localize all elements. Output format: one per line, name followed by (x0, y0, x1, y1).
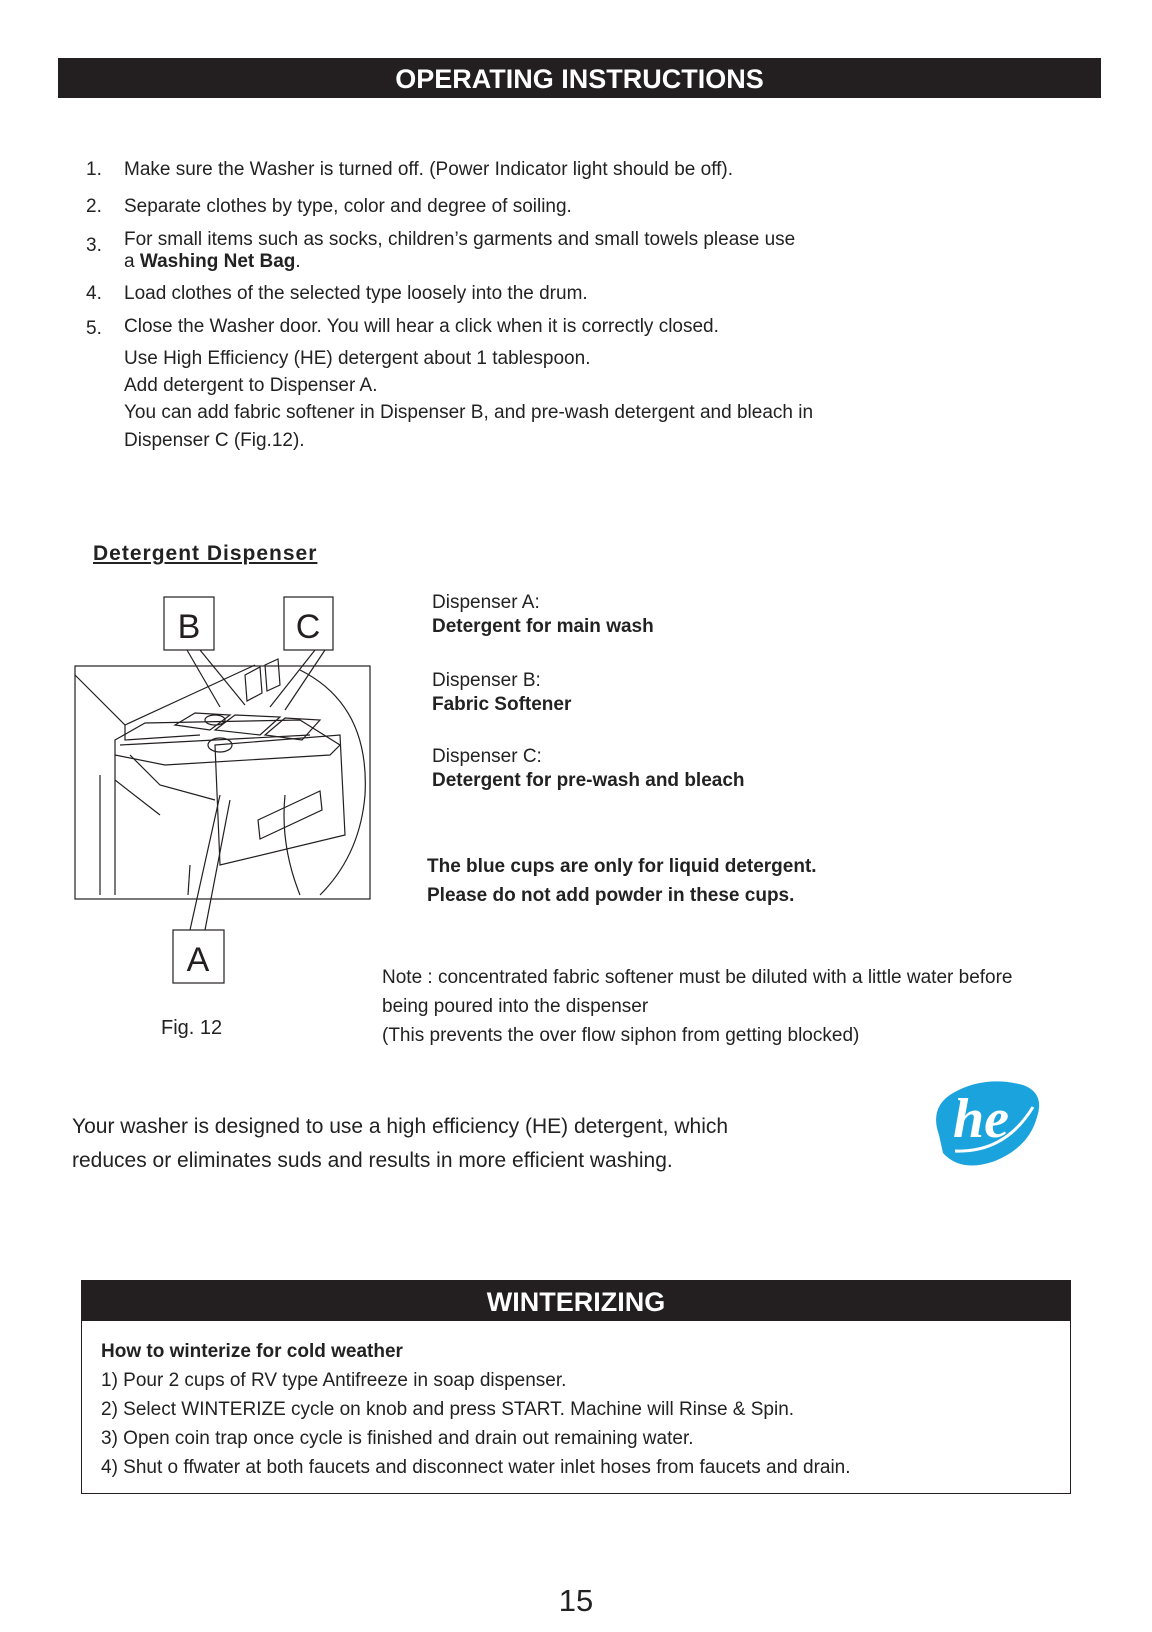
step-text: For small items such as socks, children’s garments and small towels please use (124, 229, 796, 250)
step-number: 2. (86, 196, 102, 217)
dispenser-name: Dispenser B: (432, 670, 541, 691)
section-title: Detergent Dispenser (93, 542, 318, 565)
he-info-line: Your washer is designed to use a high efficiency (HE) detergent, which (72, 1115, 729, 1138)
note-line: (This prevents the over flow siphon from getting blocked) (382, 1025, 860, 1046)
step-text: Separate clothes by type, color and degree of soiling. (124, 196, 572, 217)
label-a: A (186, 941, 210, 979)
step-continuation (124, 250, 301, 274)
dispenser-desc: Detergent for pre-wash and bleach (432, 770, 745, 791)
step-extra-line: Use High Efficiency (HE) detergent about 1 tablespoon. (124, 348, 591, 369)
figure-caption: Fig. 12 (161, 1017, 223, 1039)
detergent-dispenser-figure (70, 595, 375, 993)
dispenser-name: Dispenser A: (432, 592, 540, 613)
list-item: 3) Open coin trap once cycle is finished and drain out remaining water. (101, 1428, 694, 1449)
dispenser-desc: Detergent for main wash (432, 616, 654, 637)
winterizing-section (81, 1280, 1071, 1494)
dispenser-desc: Fabric Softener (432, 694, 572, 715)
washing-net-bag-label: Washing Net Bag (139, 251, 296, 272)
note-line: being poured into the dispenser (382, 996, 649, 1017)
step-extra-line: Dispenser C (Fig.12). (124, 430, 305, 451)
label-c: C (295, 608, 321, 646)
step-extra-line: Add detergent to Dispenser A. (124, 375, 378, 396)
he-logo-text: he (953, 1088, 1009, 1150)
label-b: B (177, 608, 201, 646)
list-item: 4) Shut o ffwater at both faucets and disconnect water inlet hoses from faucets and drain. (101, 1457, 851, 1478)
winterizing-content (101, 1337, 1061, 1482)
he-detergent-info (72, 1110, 892, 1178)
note-line: Note : concentrated fabric softener must be diluted with a little water before (382, 967, 1013, 988)
winterizing-subtitle: How to winterize for cold weather (101, 1341, 403, 1362)
he-logo-icon (925, 1077, 1045, 1169)
page-number: 15 (558, 1583, 594, 1618)
step-number: 3. (86, 235, 102, 256)
step-text-prefix: a (124, 251, 140, 272)
dispenser-b-info (432, 669, 571, 717)
softener-note (382, 963, 1102, 1050)
step-text: Make sure the Washer is turned off. (Power Indicator light should be off). (124, 159, 734, 180)
step-number: 4. (86, 283, 102, 304)
step-extra-line: You can add fabric softener in Dispenser B, and pre-wash detergent and bleach in (124, 402, 814, 423)
dispenser-c-info (432, 745, 745, 793)
dispenser-a-info (432, 591, 654, 639)
step-text: Close the Washer door. You will hear a click when it is correctly closed. (124, 316, 719, 337)
step-text: Load clothes of the selected type loosely into the drum. (124, 283, 588, 304)
step-number: 1. (86, 159, 102, 180)
step-text-suffix: . (295, 251, 301, 272)
blue-cups-warning (427, 852, 817, 910)
winterizing-title: WINTERIZING (82, 1281, 1070, 1321)
he-info-line: reduces or eliminates suds and results in more efficient washing. (72, 1149, 673, 1172)
warning-line: The blue cups are only for liquid detergent. (427, 856, 817, 877)
warning-line: Please do not add powder in these cups. (427, 885, 795, 906)
dispenser-name: Dispenser C: (432, 746, 542, 767)
list-item: 1) Pour 2 cups of RV type Antifreeze in soap dispenser. (101, 1370, 567, 1391)
page-title: OPERATING INSTRUCTIONS (58, 58, 1101, 98)
list-item: 2) Select WINTERIZE cycle on knob and press START. Machine will Rinse & Spin. (101, 1399, 795, 1420)
step-number: 5. (86, 318, 102, 339)
